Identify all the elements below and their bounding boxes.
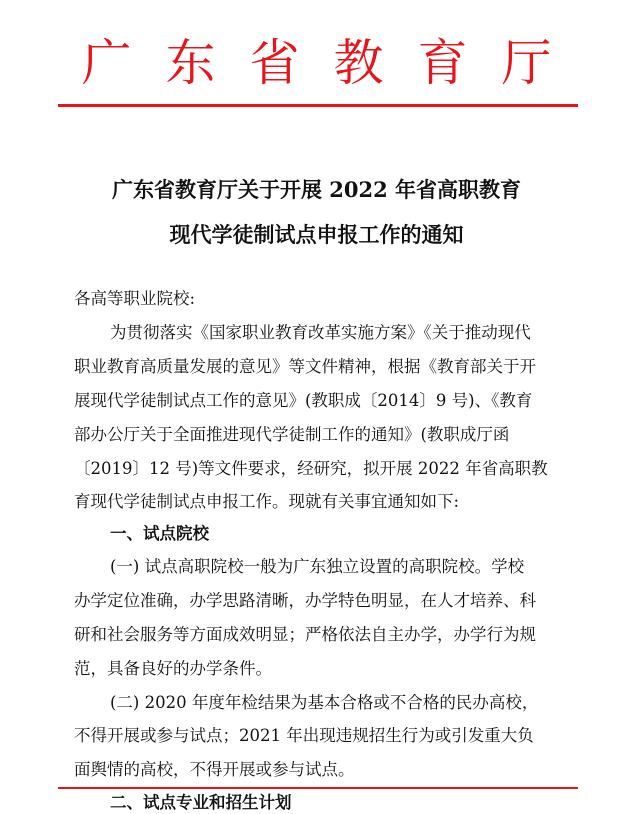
masthead-rule [58,104,578,107]
paragraph-line: 办学定位准确，办学思路清晰，办学特色明显，在人才培养、科 [74,591,536,610]
salutation: 各高等职业院校: [74,289,196,308]
masthead: 广东省教育厅 [81,34,586,92]
paragraph-line: 展现代学徒制试点工作的意见》(教职成〔2014〕9 号)、《教育 [74,391,533,410]
document-title-line-1: 广东省教育厅关于开展 2022 年省高职教育 [111,177,522,202]
paragraph-line: (二) 2020 年度年检结果为基本合格或不合格的民办高校， [110,693,539,712]
section-heading: 二、试点专业和招生计划 [110,793,292,812]
bottom-rule [58,787,578,789]
paragraph-line: 为贯彻落实《国家职业教育改革实施方案》《关于推动现代 [110,323,531,342]
paragraph-line: 〔2019〕12 号)等文件要求，经研究，拟开展 2022 年省高职教 [74,459,548,478]
paragraph-line: (一) 试点高职院校一般为广东独立设置的高职院校。学校 [110,557,525,576]
paragraph-line: 面舆情的高校，不得开展或参与试点。 [74,760,355,779]
paragraph-line: 育现代学徒制试点申报工作。现就有关事宜通知如下: [74,492,460,511]
paragraph-line: 职业教育高质量发展的意见》等文件精神，根据《教育部关于开 [74,357,536,376]
document-title-line-2: 现代学徒制试点申报工作的通知 [169,222,464,247]
paragraph-line: 范，具备良好的办学条件。 [74,659,272,678]
paragraph-line: 研和社会服务等方面成效明显；严格依法自主办学，办学行为规 [74,625,536,644]
paragraph-line: 部办公厅关于全面推进现代学徒制工作的通知》(教职成厅函 [74,425,510,444]
paragraph-line: 不得开展或参与试点；2021 年出现违规招生行为或引发重大负 [74,726,534,745]
section-heading: 一、试点院校 [110,524,209,543]
